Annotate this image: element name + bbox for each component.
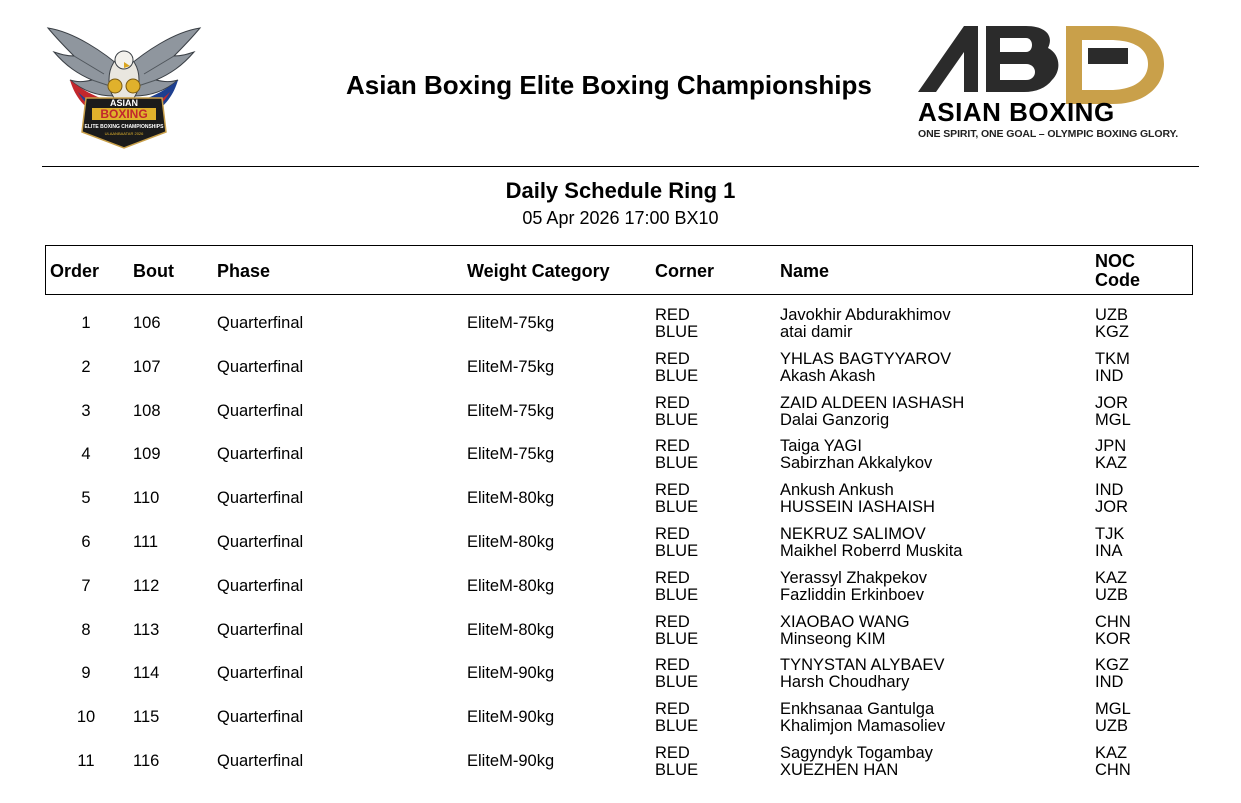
- blue-noc: UZB: [1095, 717, 1128, 736]
- bout-cell: 106: [133, 314, 161, 332]
- table-header: [45, 245, 1193, 295]
- column-header-name: Name: [780, 261, 830, 281]
- corner-red: RED: [655, 437, 690, 456]
- blue-boxer-name: Minseong KIM: [780, 629, 886, 648]
- noc-cell: [1095, 351, 1130, 385]
- red-boxer-name: YHLAS BAGTYYAROV: [780, 349, 952, 368]
- blue-boxer-name: Khalimjon Mamasoliev: [780, 717, 946, 736]
- bout-cell: 108: [133, 401, 161, 420]
- noc-cell: [1095, 482, 1128, 516]
- bout-cell: 116: [133, 751, 160, 770]
- corner-cell: [655, 482, 698, 516]
- bout-cell: 112: [133, 576, 160, 595]
- red-boxer-name: Taiga YAGI: [780, 437, 862, 456]
- phase-cell: Quarterfinal: [217, 314, 304, 332]
- corner-cell: [655, 701, 698, 735]
- name-cell: [780, 438, 932, 472]
- table-row: [0, 611, 1241, 655]
- bout-cell: 113: [133, 620, 160, 639]
- schedule-info: 05 Apr 2026 17:00 BX10: [522, 208, 719, 228]
- corner-blue: BLUE: [655, 498, 699, 517]
- phase-cell: Quarterfinal: [217, 751, 304, 770]
- red-noc: UZB: [1095, 306, 1128, 324]
- red-noc: IND: [1095, 481, 1124, 500]
- blue-noc: IND: [1095, 366, 1124, 385]
- table-row: [0, 304, 1241, 348]
- blue-noc: UZB: [1095, 585, 1128, 604]
- corner-blue: BLUE: [655, 410, 699, 429]
- column-header-order: Order: [50, 261, 100, 281]
- red-boxer-name: XIAOBAO WANG: [780, 612, 910, 631]
- order-cell: 3: [81, 401, 91, 420]
- emblem-line4: ULAANBAATAR 2026: [104, 131, 144, 136]
- red-boxer-name: Sagyndyk Togambay: [780, 743, 933, 762]
- table-row: [0, 654, 1241, 698]
- corner-red: RED: [655, 393, 690, 412]
- corner-blue: BLUE: [655, 717, 699, 736]
- brand-tagline: ONE SPIRIT, ONE GOAL – OLYMPIC BOXING GLORY.: [918, 128, 1179, 140]
- noc-cell: [1095, 657, 1129, 691]
- weight-cell: EliteM-80kg: [467, 620, 555, 639]
- red-boxer-name: Ankush Ankush: [780, 481, 894, 500]
- weight-cell: EliteM-75kg: [467, 314, 555, 332]
- corner-cell: [655, 657, 698, 691]
- red-boxer-name: TYNYSTAN ALYBAEV: [780, 656, 945, 675]
- phase-cell: Quarterfinal: [217, 664, 304, 683]
- red-noc: JPN: [1095, 437, 1127, 456]
- corner-red: RED: [655, 306, 690, 324]
- table-body: [0, 304, 1241, 786]
- corner-red: RED: [655, 349, 690, 368]
- table-row: [0, 479, 1241, 523]
- red-noc: MGL: [1095, 700, 1131, 719]
- table-row: [0, 392, 1241, 436]
- weight-cell: EliteM-75kg: [467, 357, 555, 376]
- phase-cell: Quarterfinal: [217, 620, 304, 639]
- corner-cell: [655, 395, 698, 429]
- order-cell: 6: [81, 532, 91, 551]
- table-row: [0, 742, 1241, 786]
- corner-red: RED: [655, 743, 690, 762]
- weight-cell: EliteM-75kg: [467, 445, 555, 464]
- corner-cell: [655, 526, 698, 560]
- blue-noc: JOR: [1095, 498, 1128, 517]
- name-cell: [780, 307, 951, 341]
- blue-noc: KOR: [1095, 629, 1131, 648]
- column-header-bout: Bout: [133, 261, 174, 281]
- phase-cell: Quarterfinal: [217, 532, 304, 551]
- corner-red: RED: [655, 481, 690, 500]
- corner-blue: BLUE: [655, 585, 699, 604]
- table-row: [0, 435, 1241, 479]
- phase-cell: Quarterfinal: [217, 489, 304, 508]
- phase-cell: Quarterfinal: [217, 357, 304, 376]
- name-cell: [780, 745, 933, 779]
- red-boxer-name: ZAID ALDEEN IASHASH: [780, 393, 965, 412]
- red-noc: CHN: [1095, 612, 1131, 631]
- weight-cell: EliteM-80kg: [467, 532, 555, 551]
- blue-noc: IND: [1095, 673, 1124, 692]
- blue-boxer-name: Dalai Ganzorig: [780, 410, 890, 429]
- bout-cell: 115: [133, 708, 160, 727]
- corner-blue: BLUE: [655, 760, 699, 779]
- corner-blue: BLUE: [655, 541, 699, 560]
- phase-cell: Quarterfinal: [217, 445, 304, 464]
- name-cell: [780, 526, 962, 560]
- blue-noc: CHN: [1095, 760, 1131, 779]
- order-cell: 5: [81, 489, 91, 508]
- name-cell: [780, 614, 910, 648]
- name-cell: [780, 482, 935, 516]
- order-cell: 4: [81, 445, 91, 464]
- table-row: [0, 698, 1241, 742]
- blue-boxer-name: Sabirzhan Akkalykov: [780, 454, 933, 473]
- red-boxer-name: Enkhsanaa Gantulga: [780, 700, 935, 719]
- order-cell: 10: [76, 708, 96, 727]
- red-noc: KAZ: [1095, 568, 1128, 587]
- order-cell: 9: [81, 664, 91, 683]
- eagle-emblem-icon: [44, 22, 204, 152]
- blue-boxer-name: HUSSEIN IASHAISH: [780, 498, 935, 517]
- corner-cell: [655, 614, 698, 648]
- red-boxer-name: NEKRUZ SALIMOV: [780, 524, 926, 543]
- emblem-line3: ELITE BOXING CHAMPIONSHIPS: [84, 124, 164, 130]
- phase-cell: Quarterfinal: [217, 576, 304, 595]
- phase-cell: Quarterfinal: [217, 401, 304, 420]
- brand-name: ASIAN BOXING: [918, 97, 1115, 127]
- order-cell: 7: [81, 576, 91, 595]
- weight-cell: EliteM-80kg: [467, 576, 555, 595]
- bout-cell: 110: [133, 489, 160, 508]
- name-cell: [780, 701, 945, 735]
- corner-cell: [655, 438, 698, 472]
- blue-boxer-name: XUEZHEN HAN: [780, 760, 899, 779]
- bout-cell: 109: [133, 445, 161, 464]
- corner-cell: [655, 570, 698, 604]
- abd-logo-icon: [916, 22, 1166, 104]
- order-cell: 1: [81, 314, 91, 332]
- corner-cell: [655, 307, 698, 341]
- red-noc: JOR: [1095, 393, 1128, 412]
- corner-red: RED: [655, 612, 690, 631]
- bout-cell: 107: [133, 357, 161, 376]
- noc-cell: [1095, 614, 1131, 648]
- red-boxer-name: Javokhir Abdurakhimov: [780, 306, 951, 324]
- noc-cell: [1095, 570, 1128, 604]
- noc-cell: [1095, 745, 1131, 779]
- column-header-noc: [1095, 252, 1140, 290]
- blue-noc: MGL: [1095, 410, 1131, 429]
- name-cell: [780, 570, 927, 604]
- asian-boxing-logo: [916, 22, 1179, 144]
- red-noc: TJK: [1095, 524, 1125, 543]
- table-row: [0, 523, 1241, 567]
- name-cell: [780, 395, 964, 429]
- column-header-phase: Phase: [217, 261, 271, 281]
- table-row: [0, 348, 1241, 392]
- name-cell: [780, 657, 944, 691]
- weight-cell: EliteM-90kg: [467, 708, 555, 727]
- bout-cell: 111: [133, 532, 159, 551]
- blue-boxer-name: Harsh Choudhary: [780, 673, 910, 692]
- red-noc: TKM: [1095, 349, 1130, 368]
- corner-cell: [655, 745, 698, 779]
- blue-boxer-name: Fazliddin Erkinboev: [780, 585, 924, 604]
- corner-red: RED: [655, 524, 690, 543]
- blue-boxer-name: atai damir: [780, 323, 853, 341]
- weight-cell: EliteM-90kg: [467, 751, 555, 770]
- schedule-title: Daily Schedule Ring 1: [505, 178, 736, 203]
- column-header-corner: Corner: [655, 261, 715, 281]
- corner-blue: BLUE: [655, 366, 699, 385]
- corner-blue: BLUE: [655, 323, 699, 341]
- red-noc: KAZ: [1095, 743, 1128, 762]
- emblem-line2: BOXING: [100, 107, 148, 121]
- blue-boxer-name: Maikhel Roberrd Muskita: [780, 541, 963, 560]
- name-cell: [780, 351, 951, 385]
- corner-red: RED: [655, 568, 690, 587]
- corner-red: RED: [655, 700, 690, 719]
- corner-blue: BLUE: [655, 629, 699, 648]
- blue-noc: KAZ: [1095, 454, 1128, 473]
- corner-blue: BLUE: [655, 454, 699, 473]
- column-header-noc-line2: Code: [1095, 270, 1140, 290]
- corner-blue: BLUE: [655, 673, 699, 692]
- championship-emblem: [44, 22, 204, 152]
- corner-red: RED: [655, 656, 690, 675]
- weight-cell: EliteM-90kg: [467, 664, 555, 683]
- noc-cell: [1095, 701, 1131, 735]
- noc-cell: [1095, 438, 1127, 472]
- noc-cell: [1095, 395, 1131, 429]
- blue-noc: KGZ: [1095, 323, 1129, 341]
- red-noc: KGZ: [1095, 656, 1129, 675]
- red-boxer-name: Yerassyl Zhakpekov: [780, 568, 928, 587]
- weight-cell: EliteM-80kg: [467, 489, 555, 508]
- order-cell: 11: [77, 751, 95, 770]
- order-cell: 8: [81, 620, 91, 639]
- table-row: [0, 567, 1241, 611]
- noc-cell: [1095, 307, 1129, 341]
- phase-cell: Quarterfinal: [217, 708, 304, 727]
- noc-cell: [1095, 526, 1124, 560]
- column-header-noc-line1: NOC: [1095, 251, 1135, 271]
- header-divider: [42, 166, 1199, 167]
- page-title: Asian Boxing Elite Boxing Championships: [346, 70, 872, 100]
- emblem-line1: ASIAN: [109, 98, 139, 108]
- corner-cell: [655, 351, 698, 385]
- weight-cell: EliteM-75kg: [467, 401, 555, 420]
- blue-noc: INA: [1095, 541, 1123, 560]
- column-header-weight: Weight Category: [467, 261, 610, 281]
- blue-boxer-name: Akash Akash: [780, 366, 876, 385]
- order-cell: 2: [81, 357, 91, 376]
- bout-cell: 114: [133, 664, 160, 683]
